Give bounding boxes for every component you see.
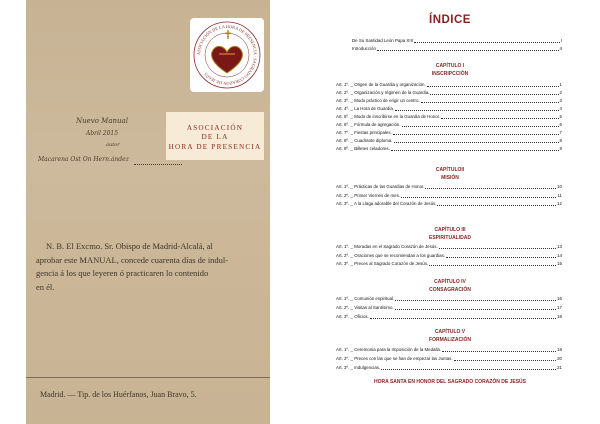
association-seal	[190, 18, 264, 92]
intro-entry	[352, 37, 562, 45]
closing-title: HORA SANTA EN HONOR DEL SAGRADO CORAZÓN DE JESÚS	[374, 379, 526, 385]
toc-entry: Art. 3º. _ A la Llaga adorable del Corazón de Jesús. 12	[336, 201, 562, 206]
chapter-heading: CAPÍTULO I	[435, 63, 465, 69]
toc-entry: Art. 1º. _ Moradas en el Sagrado Corazón de Jesús. 13	[336, 244, 562, 249]
chapter-subheading: CONSAGRACIÓN	[429, 287, 471, 293]
intro-entry	[352, 45, 562, 53]
divider	[26, 377, 270, 378]
handwriting-author-label: autor	[106, 142, 120, 148]
toc-entry: Art. 3º. _ Oficios. 18	[336, 314, 562, 319]
cross-icon: ✝	[223, 28, 234, 42]
association-label	[166, 112, 264, 160]
chapter-heading: CAPÍTULO IV	[434, 279, 466, 285]
notice-paragraph	[36, 240, 270, 294]
chapter-subheading: MISIÓN	[441, 175, 459, 181]
entry-label: Introducción	[352, 46, 376, 51]
chapter-heading: CAPÍTULOII	[435, 167, 465, 173]
toc-entry: Art. 3º. _ Modo práctico de erigir un centro. 3	[336, 98, 562, 103]
index-title: ÍNDICE	[429, 14, 471, 26]
chapter-subheading: INSCRIPCCIÓN	[431, 71, 469, 77]
leader-dots	[377, 45, 559, 51]
toc-entry: Art. 5º. _ Modo de inscribirse en la Guardia de Honor. 5	[336, 114, 562, 119]
handwriting-underline	[134, 164, 182, 165]
sacred-heart-icon	[209, 44, 245, 74]
notice-line: aprobar este MANUAL, concede cuarenta días de indul-	[36, 254, 229, 265]
leader-dots	[414, 37, 560, 43]
toc-entry: Art. 4º. _ La Hora de Guardia. 4	[336, 106, 562, 111]
toc-entry: Art. 2º. _ Visitas al Santísimo. 17	[336, 305, 562, 310]
toc-entry: Art. 3º. _ Indulgencias. 21	[336, 365, 562, 370]
toc-entry: Art. 6º. _ Fórmula de agregación. 6	[336, 122, 562, 127]
toc-entry: Art. 9º. _ Billetes celadores. 9	[336, 146, 562, 151]
toc-entry: Art. 1º. _ Comunión espiritual. 16	[336, 296, 562, 301]
entry-page: I	[560, 38, 562, 43]
chapter-heading: CAPÍTULO III	[434, 227, 466, 233]
handwriting-author: Macarena Ost On Hern.ández	[38, 156, 129, 163]
toc-entry: Art. 8º. _ Cuadrante diploma. 8	[336, 138, 562, 143]
toc-entry: Art. 2º. _ Preces con las que se han de empezar las Juntas. 20	[336, 356, 562, 361]
toc-entry: Art. 2º. _ Primer Viernes de mes. 11	[336, 193, 562, 198]
imprint: Madrid. — Tip. de los Huérfanos, Juan Bravo, 5.	[40, 390, 197, 399]
chapter-subheading: ESPIRITUALIDAD	[429, 235, 471, 241]
handwriting-title: Nuevo Manual	[76, 117, 128, 125]
toc-entry: Art. 2º. _ Organización y régimen de la Guardia. 2	[336, 90, 562, 95]
notice-line: en él.	[36, 281, 55, 292]
chapter-heading: CAPÍTULO V	[434, 329, 466, 335]
notice-line: gencia á los que leyeren ó practicaren lo contenido	[36, 268, 209, 278]
chapter-subheading: FORMALIZACIÓN	[429, 337, 471, 343]
toc-entry: Art. 1º. _ Prácticas de las Guardias de Honor. 10	[336, 184, 562, 189]
scanned-page	[26, 0, 270, 424]
association-line-3: HORA DE PRESENCIA	[168, 143, 262, 151]
svg-text:ASOCIACIÓN DE LA HORA DE PRESE: ASOCIACIÓN DE LA HORA DE PRESENCIA · SAGRADO CORAZÓN DE JESÚS ·	[195, 23, 259, 87]
entry-label: De Su Santidad León Papa XIII	[352, 38, 414, 43]
toc-entry: Art. 1º. _ Ceremonia para la Imposición de la Medalla. 19	[336, 347, 562, 352]
entry-page: II	[559, 46, 562, 51]
association-line-1: ASOCIACIÓN	[186, 124, 244, 132]
toc-entry: Art. 7º. _ Fiestas principales. 7	[336, 130, 562, 135]
toc-entry: Art. 1º. _ Origen de la Guardia y organización. 1	[336, 82, 562, 87]
toc-entry: Art. 3º. _ Preces al Sagrado Corazón de Jesús. 15	[336, 261, 562, 266]
association-line-2: DE LA	[201, 133, 229, 141]
toc-entry: Art. 2º. _ Oraciones que se recomiendan a los guardias. 14	[336, 253, 562, 258]
notice-line: N. B. El Excmo. Sr. Obispo de Madrid-Alcalá, al	[46, 241, 213, 251]
index-page	[300, 0, 600, 424]
handwriting-date: Abril 2015	[86, 130, 119, 137]
